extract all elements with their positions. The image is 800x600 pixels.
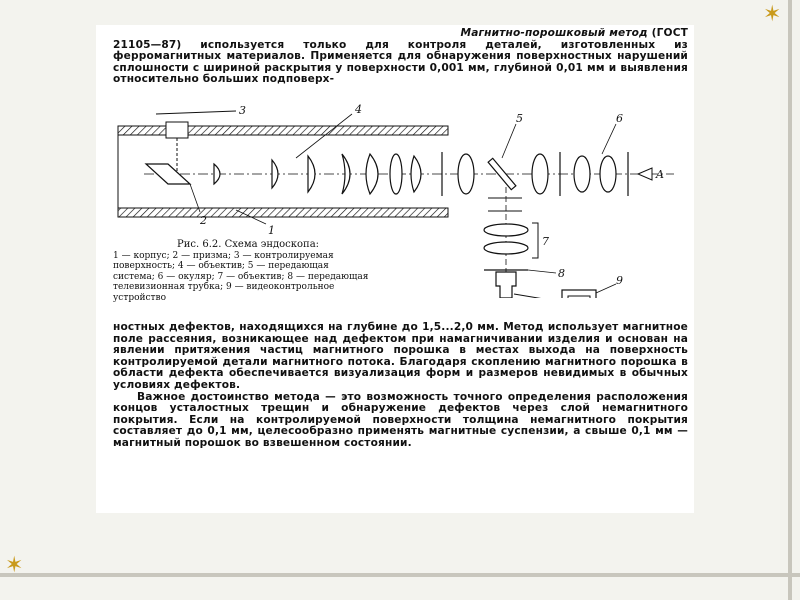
- objective-lens: [272, 160, 278, 188]
- diagram-label-a: A: [656, 168, 664, 181]
- paragraph-top-text: (ГОСТ 21105—87) используется только для контроля деталей, изготовленных из ферромагнитных материалов. Применяется для обнаружения поверхностных нарушений сплошности с шириной раскрытия у поверхности 0,001 мм, глубиной 0,01 мм и выявления относительно больших подповерх-: [113, 27, 688, 86]
- diagram-label-6: 6: [616, 112, 623, 125]
- figure-caption: [113, 240, 371, 304]
- diagram-label-9: 9: [616, 274, 623, 287]
- decorative-horizontal-line: [0, 573, 800, 577]
- transfer-lens: [458, 154, 474, 194]
- objective-lens: [214, 164, 220, 184]
- paragraph-top: [113, 28, 688, 86]
- diagram-label-8: 8: [558, 267, 565, 280]
- objective-lens: [390, 154, 402, 194]
- objective-lens: [411, 156, 421, 192]
- eyepiece-lens: [574, 156, 590, 192]
- scanned-page: [96, 25, 694, 513]
- objective-lens: [366, 154, 378, 194]
- diagram-label-5: 5: [516, 112, 523, 125]
- housing-bottom-wall: [118, 208, 448, 217]
- method-term: Магнитно-порошковый метод: [460, 27, 648, 39]
- diagram-label-4: 4: [355, 103, 362, 116]
- paragraph-bottom: [113, 322, 688, 450]
- diagram-label-2: 2: [200, 214, 207, 227]
- caption-text: 1 — корпус; 2 — призма; 3 — контролируемая поверхность; 4 — объектив; 5 — передающая система; 6 — окуляр; 7 — объектив; 8 — передающая телевизионная трубка; 9 — видеоконтрольное устройство: [113, 250, 369, 303]
- objective-lens: [484, 224, 528, 236]
- decorative-vertical-line: [788, 0, 792, 600]
- paragraph-bottom-second: Важное достоинство метода — это возможность точного определения расположения концов усталостных трещин и обнаружение дефектов через слой немагнитного покрытия. Если на контролируемой поверхности толщина немагнитного покрытия составляет до 0,1 мм, целесообразно применять магнитные суспензии, а свыше 0,1 мм — магнитный порошок во взвешенном состоянии.: [113, 390, 688, 449]
- caption-title: Рис. 6.2. Схема эндоскопа:: [177, 239, 320, 250]
- objective-lens: [484, 242, 528, 254]
- tv-tube: [496, 272, 516, 298]
- diagram-label-7: 7: [542, 235, 549, 248]
- star-icon: ✶: [5, 553, 24, 578]
- paragraph-bottom-first: ностных дефектов, находящихся на глубине до 1,5...2,0 мм. Метод использует магнитное поле рассеяния, возникающее над дефектом при намагничивании изделия и основан на явлении притяжения частиц магнитного порошка в местах выхода на поверхность контролируемой детали магнитного потока. Благодаря скоплению магнитного порошка в области дефекта обеспечивается визуализация форм и размеров невидимых в обычных условиях дефектов.: [113, 321, 688, 391]
- diagram-label-3: 3: [239, 104, 246, 117]
- star-icon: ✶: [763, 2, 782, 27]
- diagram-label-1: 1: [268, 224, 275, 237]
- objective-lens: [308, 156, 315, 192]
- transfer-lens: [532, 154, 548, 194]
- eyepiece-lens: [600, 156, 616, 192]
